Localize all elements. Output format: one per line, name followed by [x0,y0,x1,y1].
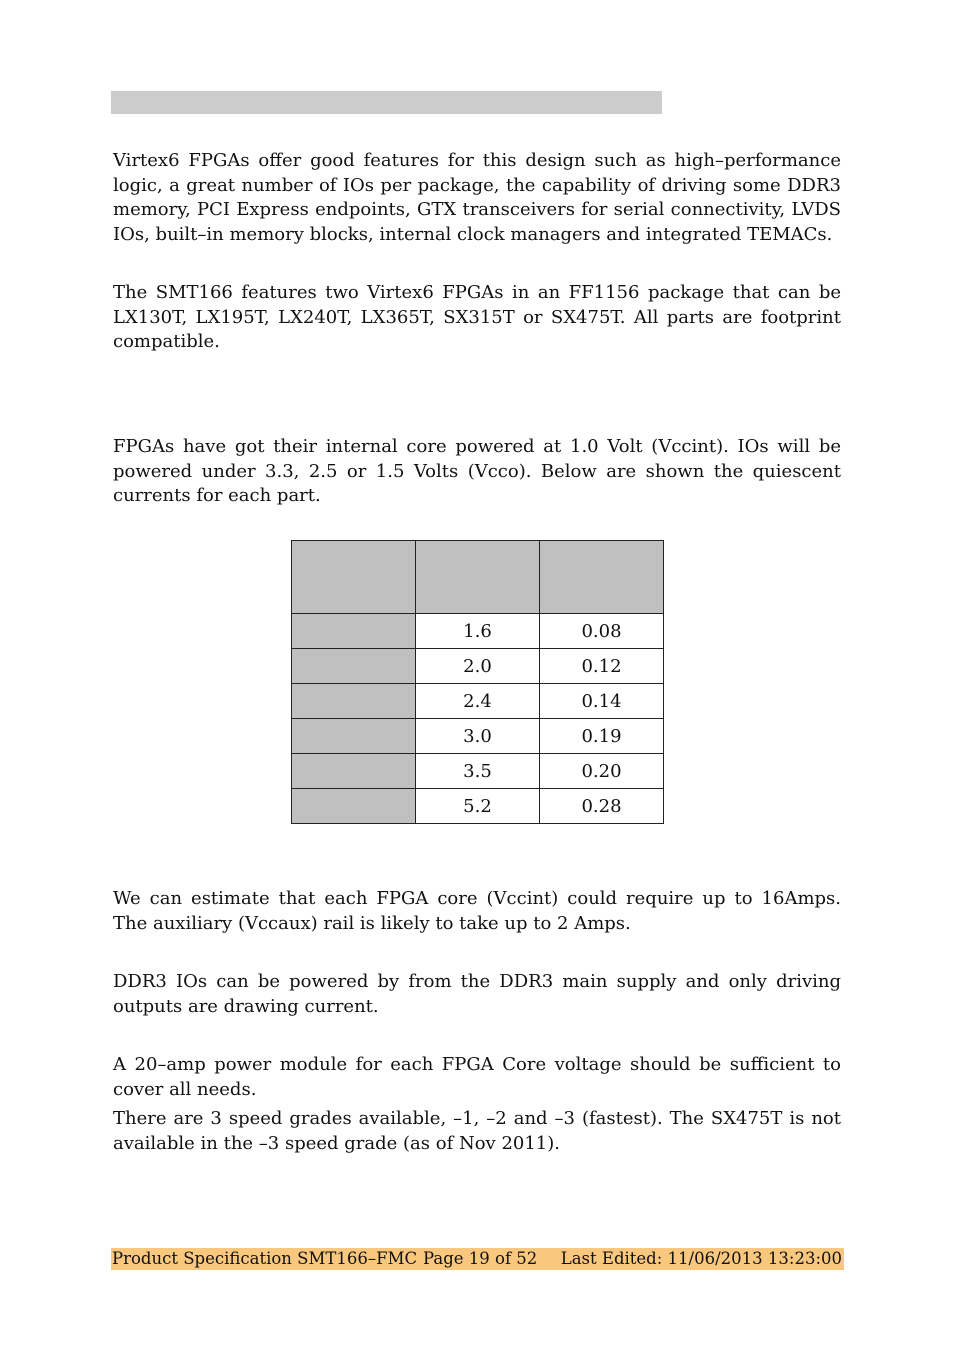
table-cell-col3: 0.08 [540,614,664,649]
footer-page-number: Page 19 of 52 [423,1249,538,1268]
paragraph-smt166-packages: The SMT166 features two Virtex6 FPGAs in an FF1156 package that can be LX130T, LX195T, LX240T, LX365T, SX315T or SX475T. All parts are footprint compatible. [113,282,841,353]
quiescent-current-table [291,540,664,824]
table-row-label [292,649,416,684]
table-row-label [292,614,416,649]
table-row-label [292,684,416,719]
paragraph-speed-grades: There are 3 speed grades available, –1, –2 and –3 (fastest). The SX475T is not available in the –3 speed grade (as of Nov 2011). [113,1108,841,1154]
table-row [292,614,664,649]
table-row-label [292,719,416,754]
paragraph-power-module: A 20–amp power module for each FPGA Core voltage should be sufficient to cover all needs. [113,1054,841,1100]
section-heading-bar [111,91,662,114]
table-cell-col2: 2.4 [416,684,540,719]
footer-product-spec: Product Specification SMT166–FMC [112,1249,418,1268]
table-header-cell [292,541,416,614]
table-row [292,719,664,754]
table-cell-col2: 1.6 [416,614,540,649]
paragraph-virtex6-features: Virtex6 FPGAs offer good features for this design such as high–performance logic, a great number of IOs per package, the capability of driving some DDR3 memory, PCI Express endpoints, GTX transceivers for serial connectivity, LVDS IOs, built–in memory blocks, internal clock managers and integrated TEMACs. [113,150,841,245]
table-cell-col2: 5.2 [416,789,540,824]
paragraph-ddr3-io-power: DDR3 IOs can be powered by from the DDR3 main supply and only driving outputs are drawing current. [113,971,841,1017]
table-row [292,789,664,824]
table-cell-col2: 3.0 [416,719,540,754]
paragraph-core-current-estimate: We can estimate that each FPGA core (Vccint) could require up to 16Amps. The auxiliary (Vccaux) rail is likely to take up to 2 Amps. [113,888,841,934]
table-header-cell [540,541,664,614]
table-row-label [292,754,416,789]
paragraph-power-description: FPGAs have got their internal core powered at 1.0 Volt (Vccint). IOs will be powered under 3.3, 2.5 or 1.5 Volts (Vcco). Below are shown the quiescent currents for each part. [113,436,841,507]
table-row [292,684,664,719]
table-header-row [292,541,664,614]
table-row [292,649,664,684]
page-footer [111,1248,844,1270]
table-row [292,754,664,789]
table-cell-col3: 0.19 [540,719,664,754]
footer-last-edited: Last Edited: 11/06/2013 13:23:00 [560,1249,842,1268]
table-cell-col3: 0.20 [540,754,664,789]
table-cell-col2: 2.0 [416,649,540,684]
table-cell-col3: 0.14 [540,684,664,719]
table-cell-col3: 0.12 [540,649,664,684]
table-cell-col2: 3.5 [416,754,540,789]
table-cell-col3: 0.28 [540,789,664,824]
table-row-label [292,789,416,824]
table-header-cell [416,541,540,614]
